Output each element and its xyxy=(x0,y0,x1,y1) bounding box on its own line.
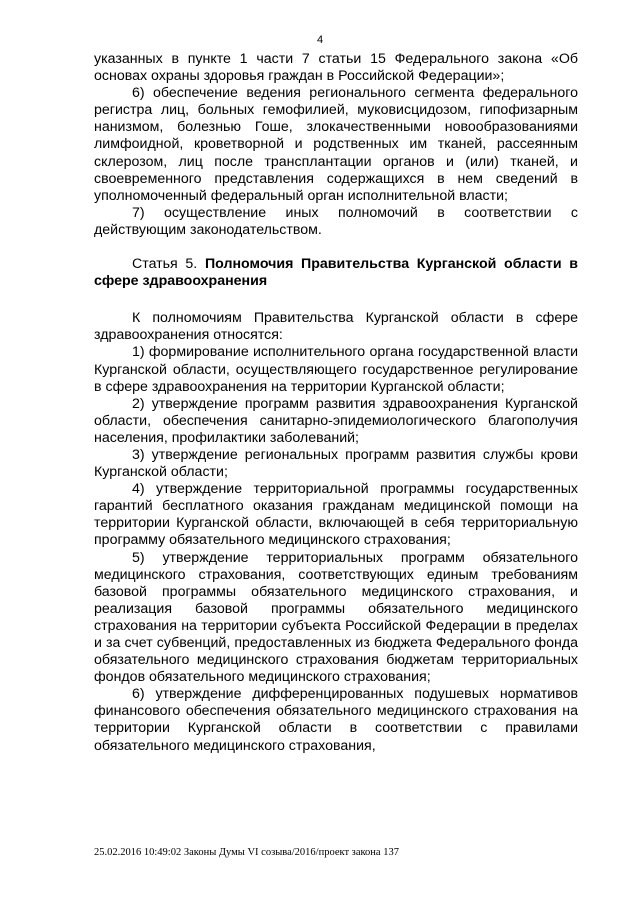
list-item: 1) формирование исполнительного органа государственной власти Курганской области, осуществляющего государственное регулирование в сфере здравоохранения на территории Курганской области; xyxy=(94,344,578,395)
list-item: 3) утверждение региональных программ развития службы крови Курганской области; xyxy=(94,446,578,481)
paragraph: К полномочиям Правительства Курганской области в сфере здравоохранения относятся: xyxy=(94,310,578,344)
list-item: 5) утверждение территориальных программ обязательного медицинского страхования, соответствующих единым требованиям базовой программы обязательного медицинского страхования, и реализация базовой программы обязательного медицинского страхования на территории субъекта Российской Федерации в пределах и за счет субвенций, предоставленных из бюджета Федерального фонда обязательного медицинского страхования бюджетам территориальных фондов обязательного медицинского страхования; xyxy=(94,549,578,686)
list-item: 6) утверждение дифференцированных подушевых нормативов финансового обеспечения обязательного медицинского страхования на территории Курганской области в соответствии с правилами обязательного медицинского страхования, xyxy=(94,686,578,754)
article-heading xyxy=(94,256,578,290)
paragraph: указанных в пункте 1 части 7 статьи 15 Федерального закона «Об основах охраны здоровья граждан в Российской Федерации»; xyxy=(94,51,578,85)
list-item: 6) обеспечение ведения регионального сегмента федерального регистра лиц, больных гемофилией, муковисцидозом, гипофизарным нанизмом, болезнью Гоше, злокачественными новообразованиями лимфоидной, кроветворной и родственных им тканей, рассеянным склерозом, лиц после трансплантации органов и (или) тканей, и своевременного представления содержащихся в нем сведений в уполномоченный федеральный орган исполнительной власти; xyxy=(94,85,578,204)
document-footer: 25.02.2016 10:49:02 Законы Думы VI созыва/2016/проект закона 137 xyxy=(94,847,399,858)
page-number: 4 xyxy=(316,34,324,46)
list-item: 2) утверждение программ развития здравоохранения Курганской области, обеспечения санитарно-эпидемиологического благополучия населения, профилактики заболеваний; xyxy=(94,395,578,446)
list-item: 4) утверждение территориальной программы государственных гарантий бесплатного оказания гражданам медицинской помощи на территории Курганской области, включающей в себя территориальную программу обязательного медицинского страхования; xyxy=(94,481,578,549)
list-item: 7) осуществление иных полномочий в соответствии с действующим законодательством. xyxy=(94,204,578,238)
document-body xyxy=(94,51,578,755)
article-title: Полномочия Правительства Курганской области в сфере здравоохранения xyxy=(94,256,578,290)
article-number: Статья 5. xyxy=(132,256,205,273)
